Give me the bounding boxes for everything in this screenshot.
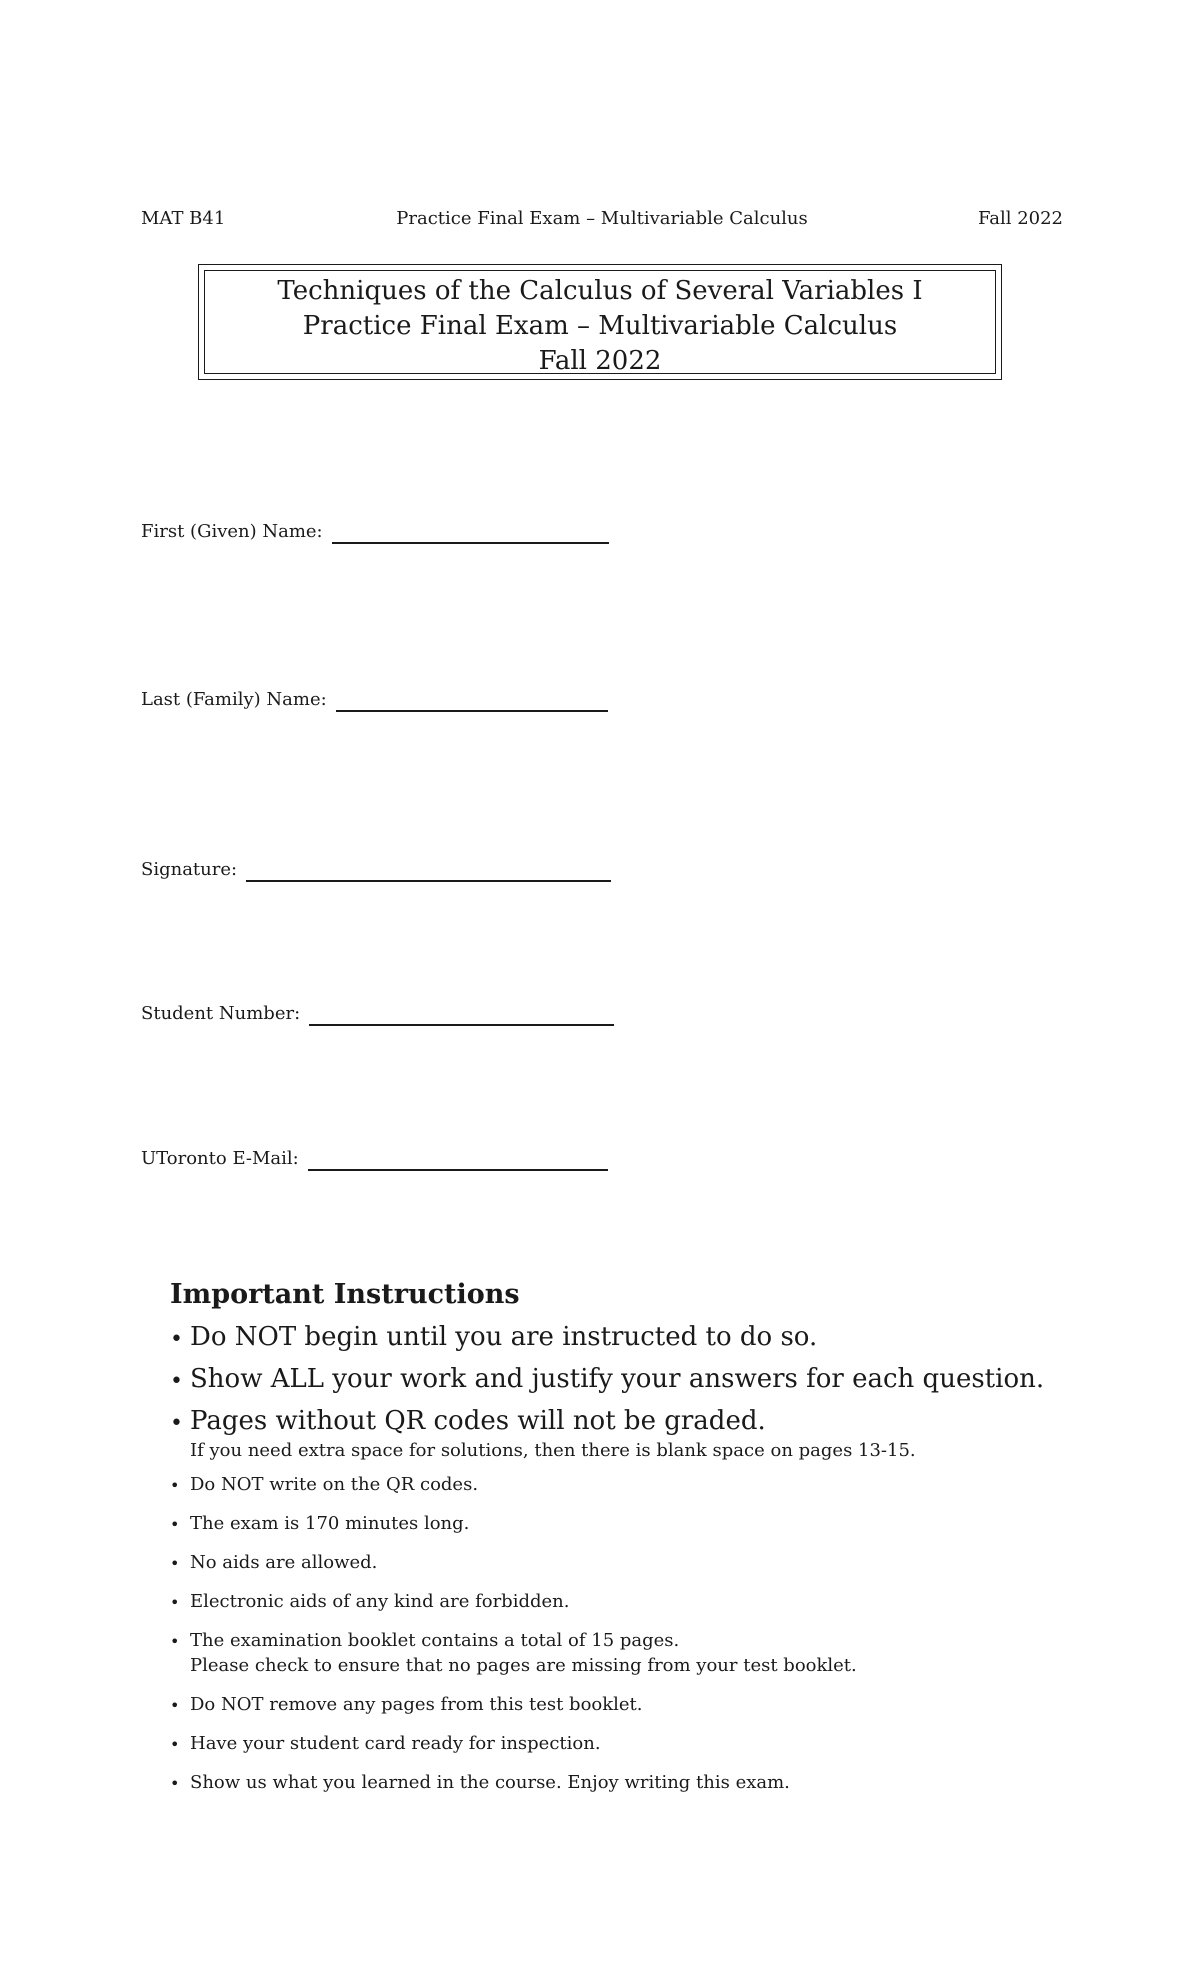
list-item	[170, 1692, 1130, 1717]
email-input-line[interactable]	[308, 1169, 608, 1171]
signature-input-line[interactable]	[246, 880, 611, 882]
bullet-icon: •	[170, 1476, 180, 1495]
instructions-heading: Important Instructions	[170, 1279, 520, 1310]
bullet-icon: •	[170, 1735, 180, 1754]
last-name-input-line[interactable]	[336, 710, 608, 712]
instruction-note: If you need extra space for solutions, then there is blank space on pages 13-15.	[190, 1440, 916, 1461]
list-item	[170, 1770, 1130, 1795]
email-field	[141, 1145, 608, 1169]
instruction-text: No aids are allowed.	[190, 1552, 378, 1573]
list-item	[170, 1472, 1130, 1497]
instruction-text: Do NOT begin until you are instructed to do so.	[190, 1322, 818, 1352]
student-number-input-line[interactable]	[309, 1024, 614, 1026]
instruction-text: Have your student card ready for inspection.	[190, 1733, 601, 1754]
header-course-code: MAT B41	[141, 208, 226, 229]
instruction-text: Show us what you learned in the course. Enjoy writing this exam.	[190, 1772, 790, 1793]
instruction-text: The examination booklet contains a total of 15 pages.	[190, 1630, 680, 1651]
instruction-text: Do NOT write on the QR codes.	[190, 1474, 479, 1495]
list-item	[170, 1628, 1130, 1678]
signature-label: Signature:	[141, 859, 238, 880]
first-name-label: First (Given) Name:	[141, 521, 323, 542]
list-item	[170, 1405, 1130, 1463]
instruction-note: Please check to ensure that no pages are missing from your test booklet.	[190, 1655, 857, 1676]
bullet-icon: •	[170, 1515, 180, 1534]
last-name-label: Last (Family) Name:	[141, 689, 327, 710]
list-item	[170, 1589, 1130, 1614]
instructions-section	[170, 1277, 1130, 1809]
course-title: Techniques of the Calculus of Several Variables I	[277, 276, 923, 306]
running-header	[141, 208, 1063, 236]
bullet-icon: •	[170, 1774, 180, 1793]
instruction-text: Pages without QR codes will not be graded.	[190, 1406, 766, 1436]
bullet-icon: •	[170, 1327, 183, 1352]
list-item	[170, 1321, 1130, 1354]
first-name-field	[141, 518, 609, 542]
bullet-icon: •	[170, 1593, 180, 1612]
first-name-input-line[interactable]	[332, 542, 609, 544]
exam-term: Fall 2022	[538, 346, 662, 376]
exam-title: Practice Final Exam – Multivariable Calculus	[302, 311, 898, 341]
bullet-icon: •	[170, 1696, 180, 1715]
bullet-icon: •	[170, 1369, 183, 1394]
exam-title-box	[198, 264, 1002, 380]
list-item	[170, 1363, 1130, 1396]
bullet-icon: •	[170, 1554, 180, 1573]
list-item	[170, 1731, 1130, 1756]
instruction-text: The exam is 170 minutes long.	[190, 1513, 470, 1534]
exam-title-inner-frame	[204, 270, 996, 374]
signature-field	[141, 856, 611, 880]
bullet-icon: •	[170, 1411, 183, 1436]
instructions-list	[170, 1321, 1130, 1795]
email-label: UToronto E-Mail:	[141, 1148, 299, 1169]
instruction-text: Electronic aids of any kind are forbidden.	[190, 1591, 570, 1612]
student-number-label: Student Number:	[141, 1003, 301, 1024]
header-title: Practice Final Exam – Multivariable Calculus	[396, 208, 808, 229]
bullet-icon: •	[170, 1632, 180, 1651]
last-name-field	[141, 686, 608, 710]
list-item	[170, 1511, 1130, 1536]
header-term: Fall 2022	[977, 208, 1063, 229]
instruction-text: Do NOT remove any pages from this test booklet.	[190, 1694, 643, 1715]
list-item	[170, 1550, 1130, 1575]
instruction-text: Show ALL your work and justify your answers for each question.	[190, 1364, 1045, 1394]
student-number-field	[141, 1000, 614, 1024]
